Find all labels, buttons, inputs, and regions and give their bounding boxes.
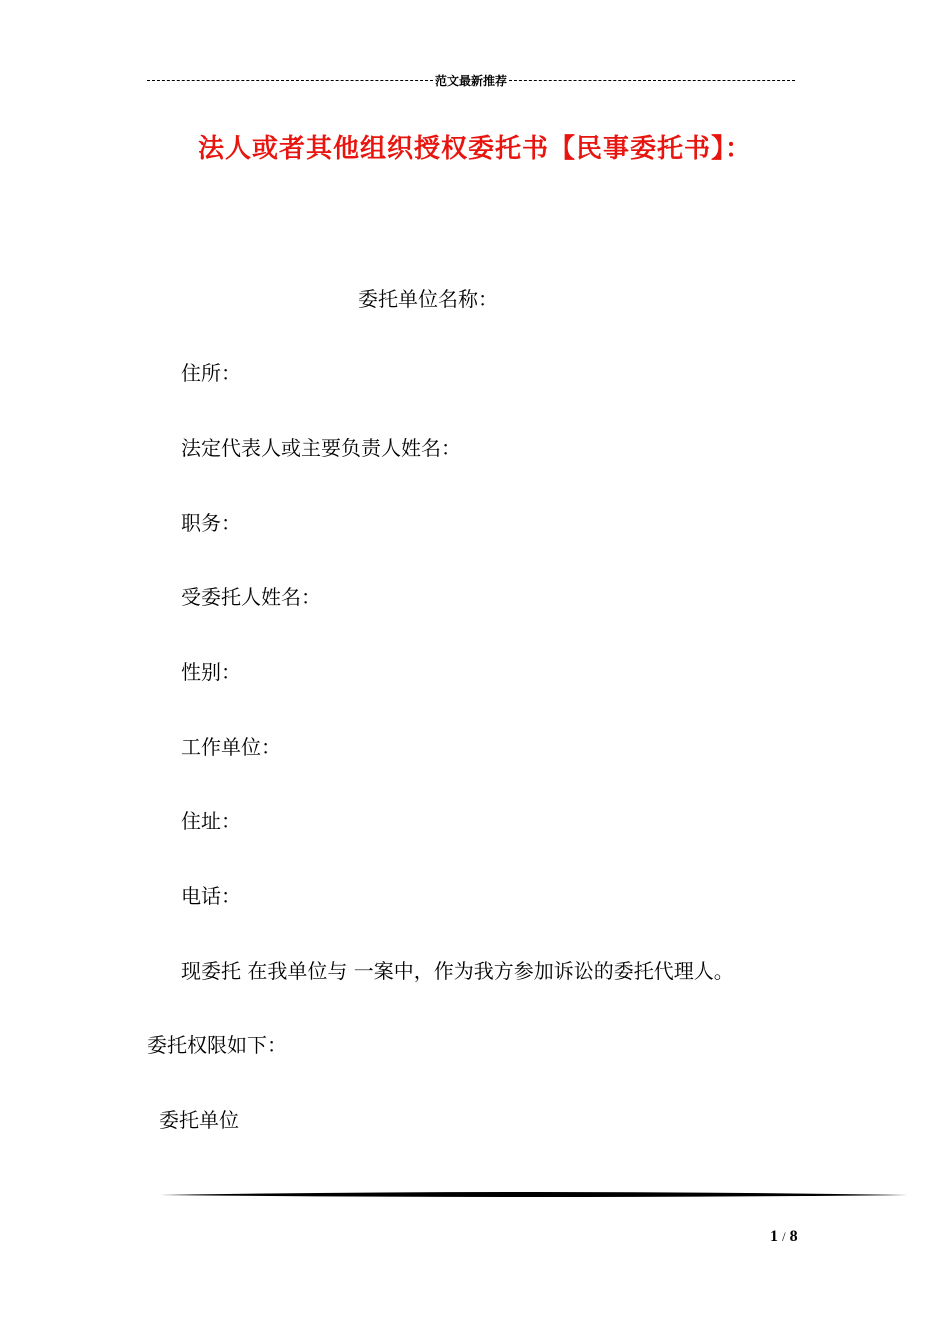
page-header bbox=[147, 70, 795, 90]
page-number bbox=[770, 1228, 798, 1246]
field-work-unit: 工作单位： bbox=[181, 735, 281, 759]
page-total: 8 bbox=[789, 1228, 798, 1245]
field-legal-representative: 法定代表人或主要负责人姓名： bbox=[181, 436, 461, 460]
page-current: 1 bbox=[770, 1228, 778, 1245]
field-entrusting-unit-name: 委托单位名称： bbox=[358, 287, 498, 311]
field-phone: 电话： bbox=[181, 884, 241, 908]
entrust-statement: 现委托 在我单位与 一案中，作为我方参加诉讼的委托代理人。 bbox=[181, 959, 734, 983]
field-gender: 性别： bbox=[181, 660, 241, 684]
field-trustee-name: 受委托人姓名： bbox=[181, 585, 321, 609]
entrusting-unit-label: 委托单位 bbox=[159, 1108, 239, 1132]
field-residence: 住址： bbox=[181, 809, 241, 833]
document-title: 法人或者其他组织授权委托书【民事委托书】： bbox=[197, 134, 752, 164]
header-dash-right bbox=[509, 80, 795, 81]
page-separator: / bbox=[782, 1229, 786, 1244]
header-label: 范文最新推荐 bbox=[435, 73, 508, 88]
field-position: 职务： bbox=[181, 511, 241, 535]
header-dash-left bbox=[147, 80, 433, 81]
field-address: 住所： bbox=[181, 361, 241, 385]
footer-rule bbox=[160, 1190, 908, 1200]
scope-heading: 委托权限如下： bbox=[147, 1033, 287, 1057]
